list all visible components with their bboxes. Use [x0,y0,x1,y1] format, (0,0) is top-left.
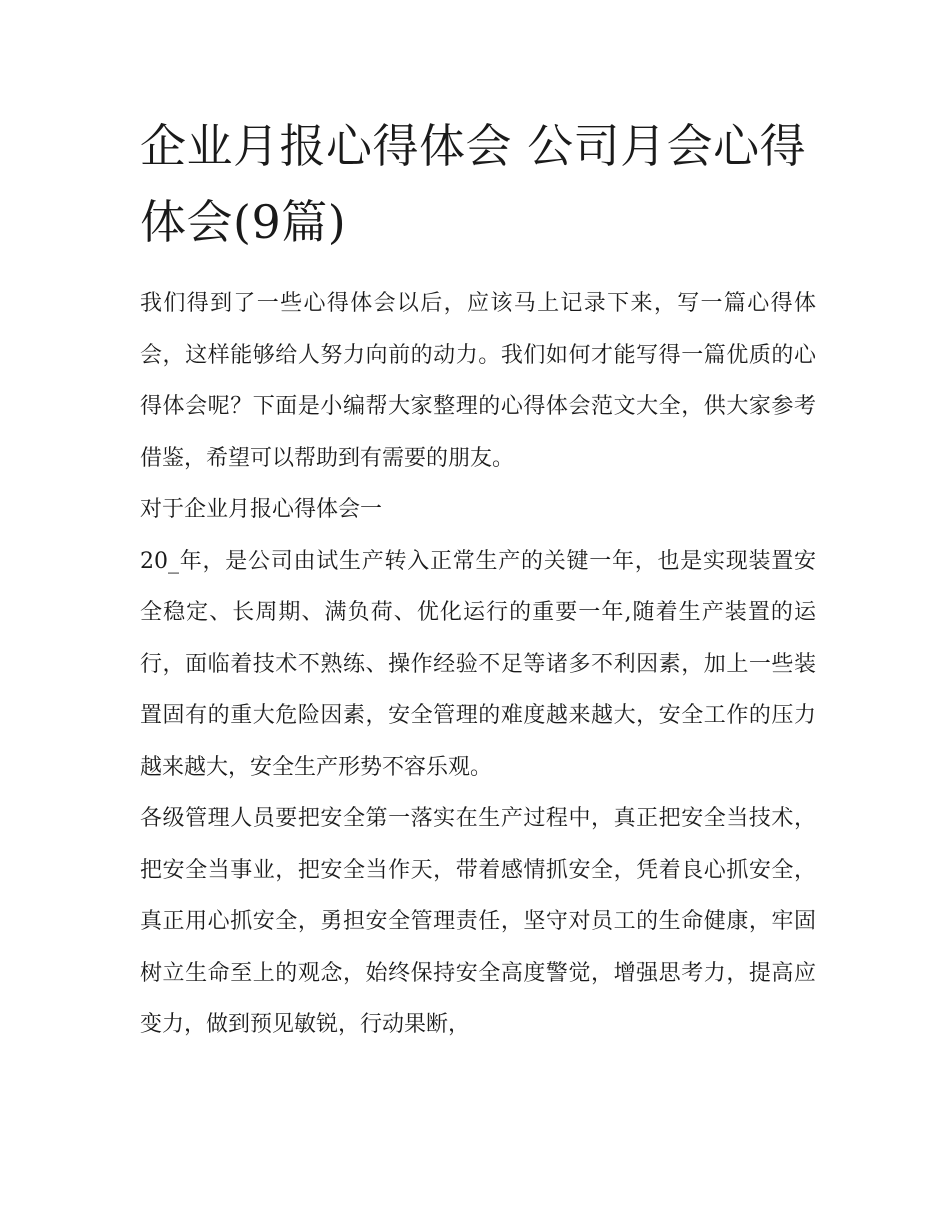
intro-paragraph: 我们得到了一些心得体会以后，应该马上记录下来，写一篇心得体会，这样能够给人努力向前的动力。我们如何才能写得一篇优质的心得体会呢？下面是小编帮大家整理的心得体会范文大全，供大家参考借鉴，希望可以帮助到有需要的朋友。 [140,291,816,471]
document-body [140,108,816,1051]
document-title: 企业月报心得体会 公司月会心得体会(9篇) [140,119,807,249]
section-heading: 对于企业月报心得体会一 [140,497,383,522]
body-paragraph: 各级管理人员要把安全第一落实在生产过程中，真正把安全当技术，把安全当事业，把安全当作天，带着感情抓安全，凭着良心抓安全，真正用心抓安全，勇担安全管理责任，坚守对员工的生命健康，牢固树立生命至上的观念，始终保持安全高度警觉，增强思考力，提高应变力，做到预见敏锐，行动果断， [140,806,816,1037]
body-paragraph: 20_年，是公司由试生产转入正常生产的关键一年，也是实现装置安全稳定、长周期、满负荷、优化运行的重要一年,随着生产装置的运行，面临着技术不熟练、操作经验不足等诸多不利因素，加上一些装置固有的重大危险因素，安全管理的难度越来越大，安全工作的压力越来越大，安全生产形势不容乐观。 [140,548,816,780]
